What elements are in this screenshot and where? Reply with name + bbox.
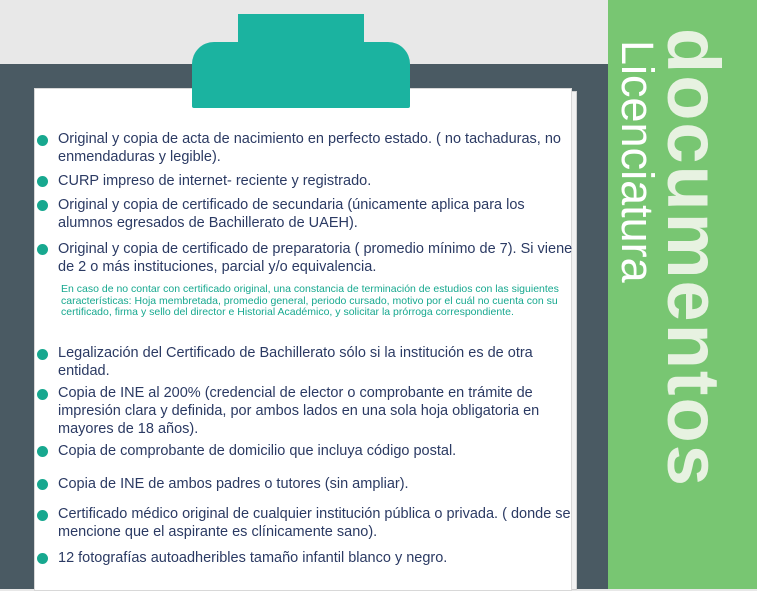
certificate-note: En caso de no contar con certificado original, una constancia de terminación de estudios con las siguientes características: Hoja membretada, promedio general, periodo cursado, motivo por el cuál no cuenta con su certificado, firma y sello del director e Historial Académico, y solicitar la prórroga correspondiente. (61, 283, 559, 318)
bullet-dot (37, 349, 48, 360)
bullet-dot (37, 176, 48, 187)
bullet-dot (37, 135, 48, 146)
bullet-dot (37, 553, 48, 564)
requirement-item: Copia de INE de ambos padres o tutores (sin ampliar). (58, 476, 409, 492)
bullet-dot (37, 510, 48, 521)
requirement-item: Copia de comprobante de domicilio que incluya código postal. (58, 443, 457, 459)
requirement-item: Original y copia de certificado de preparatoria ( promedio mínimo de 7). Si viene de 2 o más instituciones, parcial y/o equivalencia. (58, 241, 573, 275)
requirement-item: 12 fotografías autoadheribles tamaño infantil blanco y negro. (58, 550, 448, 566)
bullet-dot (37, 389, 48, 400)
requirement-item: Original y copia de acta de nacimiento en perfecto estado. ( no tachaduras, no enmendaduras y legible). (58, 131, 561, 165)
sidebar-title-documentos: documentos (652, 28, 735, 488)
requirement-item: Certificado médico original de cualquier institución pública o privada. ( donde se mencione que el aspirante es clínicamente sano). (58, 506, 571, 540)
requirement-item: Copia de INE al 200% (credencial de elector o comprobante en trámite de impresión clara y definida, por ambos lados en una sola hoja obligatoria en mayores de 18 años). (58, 385, 540, 437)
bullet-dot (37, 446, 48, 457)
bullet-dot (37, 244, 48, 255)
bullet-dot (37, 200, 48, 211)
requirement-item: Original y copia de certificado de secundaria (únicamente aplica para los alumnos egresados de Bachillerato de UAEH). (58, 197, 525, 231)
requirement-item: CURP impreso de internet- reciente y registrado. (58, 173, 372, 189)
bullet-dot (37, 479, 48, 490)
sidebar-title-licenciatura: Licenciatura (612, 40, 663, 283)
requirement-item: Legalización del Certificado de Bachillerato sólo si la institución es de otra entidad. (58, 345, 533, 379)
